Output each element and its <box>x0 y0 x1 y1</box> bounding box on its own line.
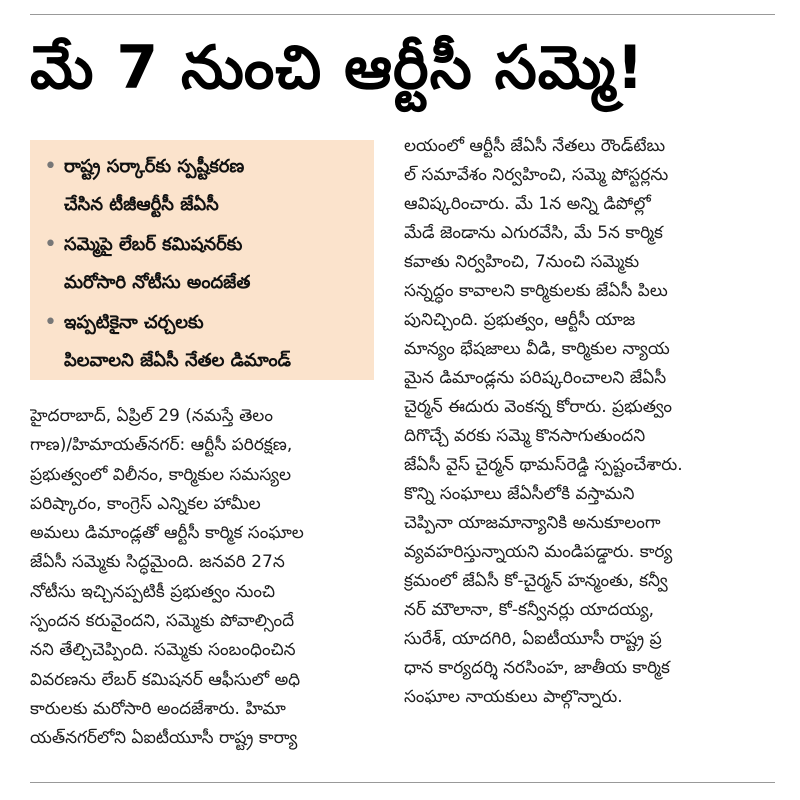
article-line: జేఏసీ వైస్ చైర్మన్ థామస్‌రెడ్డి స్పష్టంచేశారు. <box>404 455 683 475</box>
highlight-line: సమ్మెపై లేబర్ కమిషనర్‌కు <box>64 234 243 255</box>
article-line: మేడే జెండాను ఎగురవేసి, మే 5న కార్మిక <box>404 223 663 243</box>
article-line: నని తేల్చిచెప్పింది. సమ్మెకు సంబంధించిన <box>30 640 296 661</box>
bullet-icon: • <box>44 232 57 257</box>
article-line: చైర్మన్ ఈదురు వెంకన్న కోరారు. ప్రభుత్వం <box>404 397 672 417</box>
article-line: సన్నద్ధం కావాలని కార్మికులకు జేఏసీ పిలు <box>404 281 668 301</box>
highlight-item-3 <box>44 304 368 380</box>
article-line: యత్‌నగర్‌లోని ఏఐటీయూసీ రాష్ట్ర కార్యా <box>30 728 298 749</box>
bullet-icon: • <box>44 310 57 335</box>
article-line: నోటీసు ఇచ్చినప్పటికీ ప్రభుత్వం నుంచి <box>30 581 275 602</box>
article-line: ప్రభుత్వంలో విలీనం, కార్మికుల సమస్యల <box>30 464 292 485</box>
top-rule <box>30 14 775 15</box>
bottom-rule <box>30 782 775 783</box>
article-right-column <box>404 132 776 712</box>
article-line: మాన్యం భేషజాలు వీడి, కార్మికుల న్యాయ <box>404 339 670 359</box>
article-line: ధాన కార్యదర్శి నరసింహ, జాతీయ కార్మిక <box>404 658 670 678</box>
article-line: చెప్పినా యాజమాన్యానికి అనుకూలంగా <box>404 513 661 533</box>
article-line: దిగొచ్చే వరకు సమ్మె కొనసాగుతుందని <box>404 426 646 446</box>
highlight-line: పిలవాలని జేఏసీ నేతల డిమాండ్ <box>64 350 292 371</box>
highlight-line: మరోసారి నోటీసు అందజేత <box>64 272 251 293</box>
article-line: మైన డిమాండ్లను పరిష్కరించాలని జేఏసీ <box>404 368 667 388</box>
article-line: హైదరాబాద్, ఏప్రిల్ 29 (నమస్తే తెలం <box>30 406 273 426</box>
highlights-box <box>30 140 374 380</box>
article-line: కవాతు నిర్వహించి, 7నుంచి సమ్మెకు <box>404 252 640 272</box>
article-line: వివరణను లేబర్ కమిషనర్ ఆఫీసులో అధి <box>30 669 301 690</box>
headline: మే 7 నుంచి ఆర్టీసీ సమ్మె! <box>30 33 645 103</box>
article-line: పునిచ్చింది. ప్రభుత్వం, ఆర్టీసీ యాజ <box>404 310 636 330</box>
article-line: నర్ మౌలానా, కో-కన్వీనర్లు యాదయ్య, <box>404 600 655 620</box>
article-line: అమలు డిమాండ్లతో ఆర్టీసీ కార్మిక సంఘాల <box>30 523 304 544</box>
bullet-icon: • <box>44 154 57 179</box>
article-line: సంఘాల నాయకులు పాల్గొన్నారు. <box>404 687 623 707</box>
article-line: గాణ)/హిమాయత్‌నగర్: ఆర్టీసీ పరిరక్షణ, <box>30 435 293 456</box>
highlight-line: ఇప్పటికైనా చర్చలకు <box>64 312 204 333</box>
article-line: కొన్ని సంఘాలు జేఏసీలోకి వస్తామని <box>404 484 635 504</box>
highlight-item-1 <box>44 148 368 224</box>
article-line: వ్యవహరిస్తున్నాయని మండిపడ్డారు. కార్య <box>404 542 673 562</box>
article-line: పరిష్కారం, కాంగ్రెస్ ఎన్నికల హామీల <box>30 493 261 514</box>
article-line: జేఏసీ సమ్మెకు సిద్ధమైంది. జనవరి 27న <box>30 552 285 573</box>
article-line: ఆవిష్కరించారు. మే 1న అన్ని డిపోల్లో <box>404 194 651 214</box>
article-line: స్పందన కరువైందని, సమ్మెకు పోవాల్సిందే <box>30 611 295 632</box>
article-line: కారులకు మరోసారి అందజేశారు. హిమా <box>30 698 286 719</box>
article-line: సురేశ్, యాదగిరి, ఏఐటీయూసీ రాష్ట్ర ప్ర <box>404 629 662 649</box>
article-line: క్రమంలో జేఏసీ కో-చైర్మన్ హన్మంతు, కన్వీ <box>404 571 668 591</box>
highlight-line: చేసిన టీజీఆర్టీసీ జేఏసీ <box>64 194 219 215</box>
article-line: లయంలో ఆర్టీసీ జేఏసీ నేతలు రౌండ్‌టేబు <box>404 136 666 156</box>
article-line: ల్ సమావేశం నిర్వహించి, సమ్మె పోస్టర్లను <box>404 165 669 185</box>
highlight-item-2 <box>44 226 368 302</box>
article-left-column <box>30 402 375 754</box>
highlight-line: రాష్ట్ర సర్కార్‌కు స్పష్టీకరణ <box>64 156 245 177</box>
